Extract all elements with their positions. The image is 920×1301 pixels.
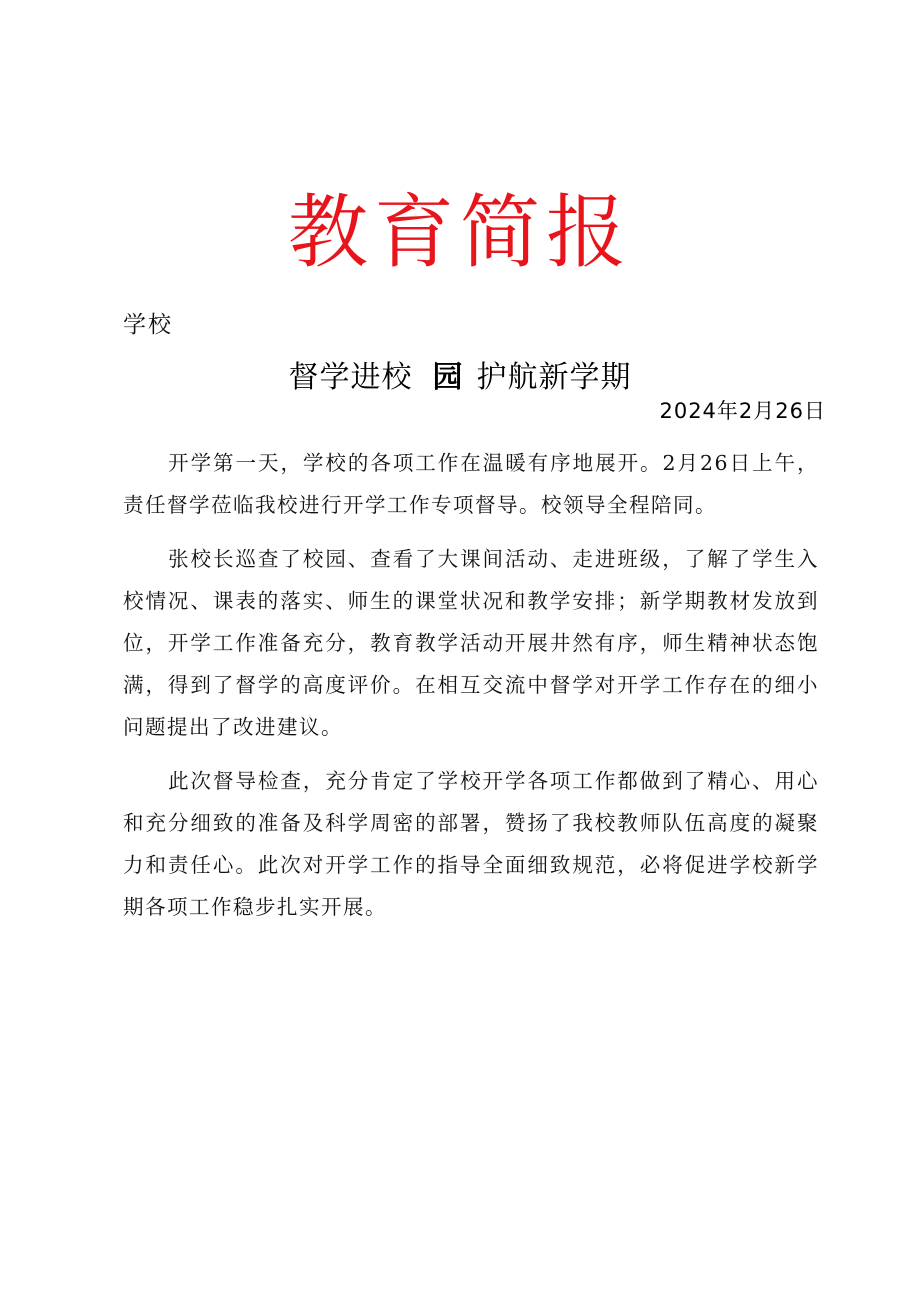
article-date: 2024年2月26日 (659, 399, 826, 423)
article-body (123, 442, 819, 940)
headline-right: 护航新学期 (476, 359, 632, 395)
paragraph-1: 开学第一天，学校的各项工作在温暖有序地展开。2月26日上午，责任督学莅临我校进行开学工作专项督导。校领导全程陪同。 (123, 451, 819, 517)
headline-left: 督学进校 (288, 359, 413, 395)
school-label: 学校 (123, 312, 173, 338)
headline-boxed-char: 园 (432, 359, 463, 395)
paragraph-3: 此次督导检查，充分肯定了学校开学各项工作都做到了精心、用心和充分细致的准备及科学周密的部署，赞扬了我校教师队伍高度的凝聚力和责任心。此次对开学工作的指导全面细致规范，必将促进学校新学期各项工作稳步扎实开展。 (123, 769, 819, 919)
masthead-title: 教育简报 (288, 186, 632, 279)
paragraph-2: 张校长巡查了校园、查看了大课间活动、走进班级，了解了学生入校情况、课表的落实、师生的课堂状况和教学安排；新学期教材发放到位，开学工作准备充分，教育教学活动开展井然有序，师生精神状态饱满，得到了督学的高度评价。在相互交流中督学对开学工作存在的细小问题提出了改进建议。 (123, 547, 819, 739)
article-headline (0, 357, 920, 398)
